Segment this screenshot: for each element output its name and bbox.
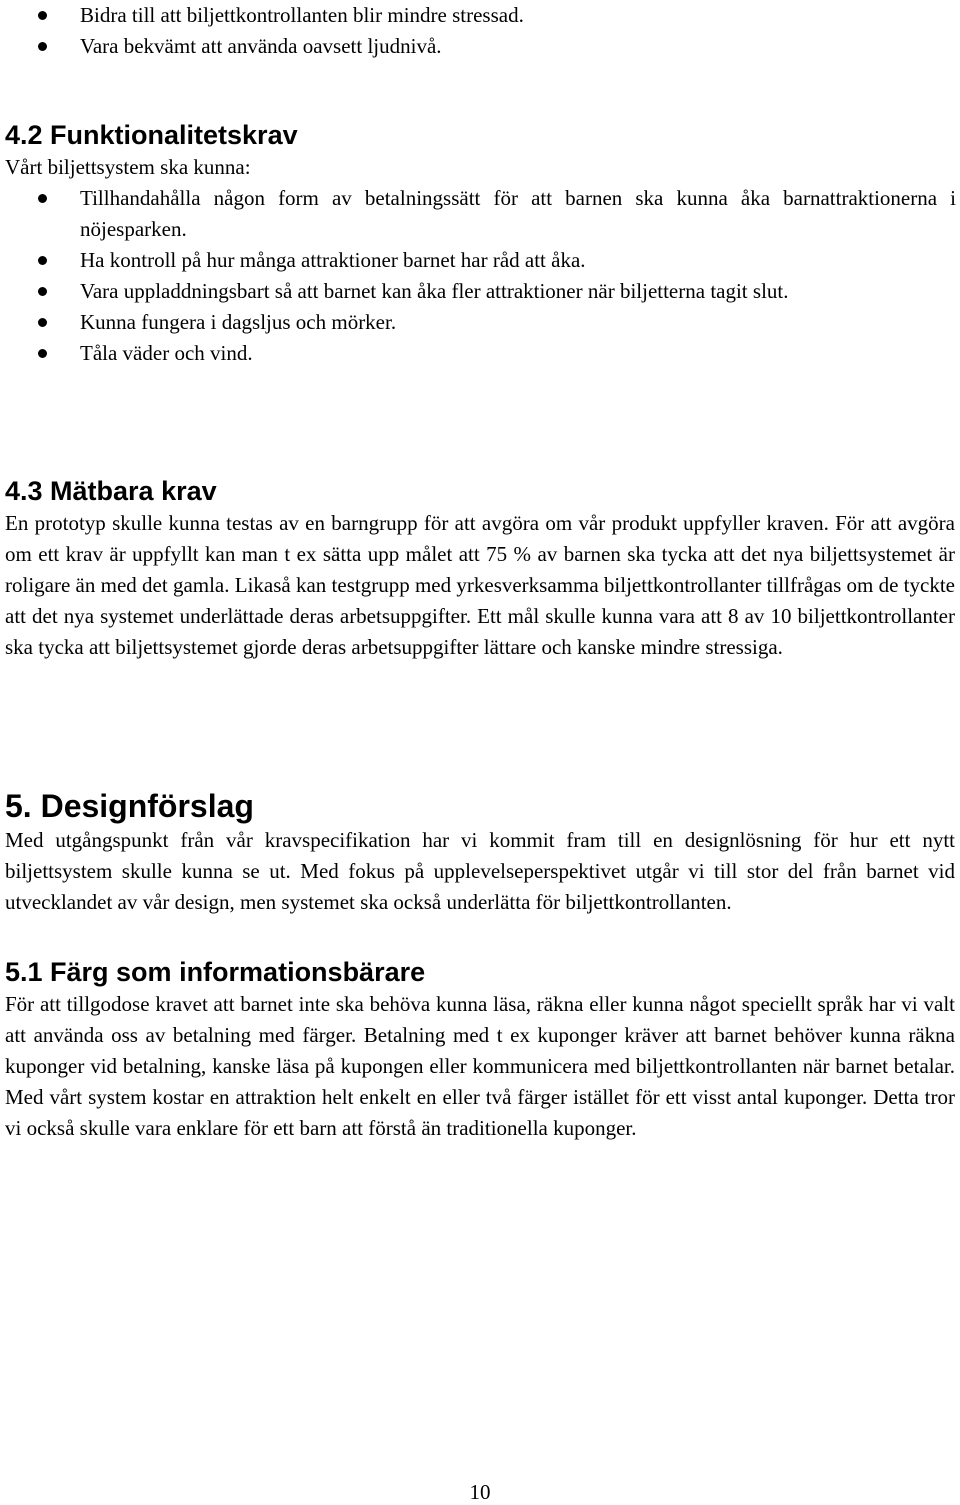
bullet-icon: [38, 349, 47, 358]
top-bullet-list: [0, 0, 960, 62]
bullet-icon: [38, 287, 47, 296]
page-number: 10: [469, 1480, 491, 1504]
bullet-icon: [38, 318, 47, 327]
requirements-list: [0, 183, 960, 369]
section-color-as-information: [0, 955, 960, 1144]
section-paragraph: För att tillgodose kravet att barnet inte ska behöva kunna läsa, räkna eller kunna något speciellt språk har vi valt att använda oss av betalning med färger. Betalning med t ex kuponger kräver att barnet behöver kunna räkna kuponger vid betalning, kanske läsa på kupongen eller kommunicera med biljettkontrollanten när barnet betalar. Med vårt system kostar en attraktion helt enkelt en eller två färger istället för ett visst antal kuponger. Detta tror vi också skulle vara enklare för ett barn att förstå än traditionella kuponger.: [5, 992, 955, 1140]
section-intro: Vårt biljettsystem ska kunna:: [5, 155, 251, 179]
bullet-icon: [38, 256, 47, 265]
section-design-proposal: [0, 787, 960, 918]
section-functional-requirements: [0, 118, 960, 369]
section-paragraph: En prototyp skulle kunna testas av en barngrupp för att avgöra om vår produkt uppfyller kraven. För att avgöra om ett krav är uppfyllt kan man t ex sätta upp målet att 75 % av barnen ska tycka att det nya biljettsystemet är roligare än med det gamla. Likaså kan testgrupp med yrkesverksamma biljettkontrollanter tillfrågas om de tyckte att det nya systemet underlättade deras arbetsuppgifter. Ett mål skulle kunna vara att 8 av 10 biljettkontrollanter ska tycka att biljettsystemet gjorde deras arbetsuppgifter lättare och kanske mindre stressiga.: [5, 511, 955, 659]
list-item: Tillhandahålla någon form av betalningssätt för att barnen ska kunna åka barnattraktionerna i nöjesparken.: [0, 183, 960, 245]
bullet-icon: [38, 42, 47, 51]
list-item: Vara bekvämt att använda oavsett ljudnivå.: [0, 31, 960, 62]
section-paragraph: Med utgångspunkt från vår kravspecifikation har vi kommit fram till en designlösning för hur ett nytt biljettsystem skulle kunna se ut. Med fokus på upplevelseperspektivet utgår vi till stor del från barnet vid utvecklandet av vår design, men systemet ska också underlätta för biljettkontrollanten.: [5, 828, 955, 914]
section-measurable-requirements: [0, 474, 960, 663]
list-item: Vara uppladdningsbart så att barnet kan åka fler attraktioner när biljetterna tagit slut.: [0, 276, 960, 307]
bullet-icon: [38, 194, 47, 203]
list-item: Tåla väder och vind.: [0, 338, 960, 369]
list-item: Bidra till att biljettkontrollanten blir mindre stressad.: [0, 0, 960, 31]
list-item: Ha kontroll på hur många attraktioner barnet har råd att åka.: [0, 245, 960, 276]
section-heading: 4.3 Mätbara krav: [5, 476, 217, 506]
bullet-icon: [38, 11, 47, 20]
list-item: Kunna fungera i dagsljus och mörker.: [0, 307, 960, 338]
top-bullet-list-section: [0, 0, 960, 62]
section-heading: 5.1 Färg som informationsbärare: [5, 957, 426, 987]
section-heading: 4.2 Funktionalitetskrav: [5, 120, 298, 150]
chapter-heading: 5. Designförslag: [5, 788, 254, 824]
